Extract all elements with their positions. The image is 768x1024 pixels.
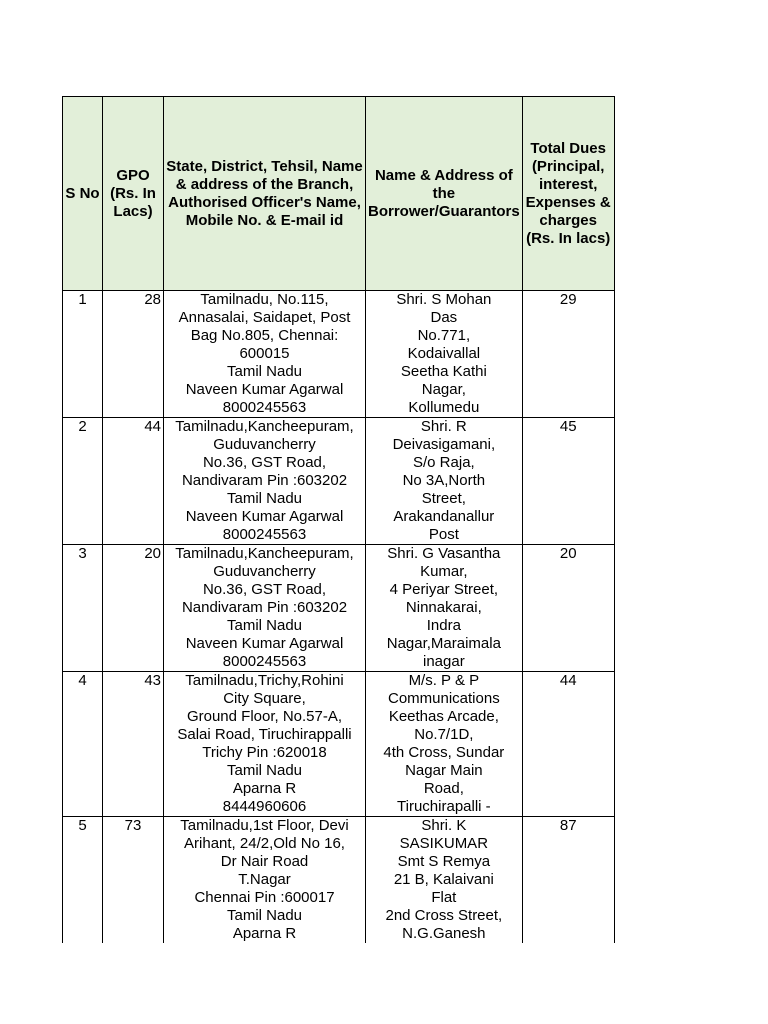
table-row xyxy=(63,672,615,817)
sno-value: 2 xyxy=(78,418,87,435)
branch-value: Tamilnadu,Kancheepuram, Guduvancherry No.36, GST Road, Nandivaram Pin :603202 Tamil Nadu Naveen Kumar Agarwal 8000245563 xyxy=(175,545,354,670)
cell-branch xyxy=(164,817,366,944)
cell-borrower xyxy=(366,545,523,672)
gpo-value: 28 xyxy=(144,291,161,308)
sno-value: 5 xyxy=(78,817,87,834)
borrower-value: Shri. K SASIKUMAR Smt S Remya 21 B, Kalaivani Flat 2nd Cross Street, N.G.Ganesh xyxy=(385,817,503,942)
cell-dues xyxy=(522,672,614,817)
cell-branch xyxy=(164,418,366,545)
cell-sno xyxy=(63,418,103,545)
table-row xyxy=(63,291,615,418)
cell-sno xyxy=(63,817,103,944)
cell-branch xyxy=(164,291,366,418)
cell-gpo xyxy=(103,817,164,944)
sno-value: 4 xyxy=(78,672,87,689)
cell-sno xyxy=(63,291,103,418)
borrower-value: Shri. R Deivasigamani, S/o Raja, No 3A,North Street, Arakandanallur Post xyxy=(392,418,496,543)
cell-gpo xyxy=(103,418,164,545)
cell-branch xyxy=(164,672,366,817)
branch-value: Tamilnadu,Kancheepuram, Guduvancherry No.36, GST Road, Nandivaram Pin :603202 Tamil Nadu Naveen Kumar Agarwal 8000245563 xyxy=(175,418,354,543)
sno-value: 1 xyxy=(78,291,87,308)
gpo-value: 73 xyxy=(124,817,142,834)
header-total-dues: Total Dues (Principal, interest, Expenses & charges (Rs. In lacs) xyxy=(522,97,614,291)
branch-value: Tamilnadu, No.115, Annasalai, Saidapet, Post Bag No.805, Chennai: 600015 Tamil Nadu Naveen Kumar Agarwal 8000245563 xyxy=(178,291,351,416)
table-row xyxy=(63,418,615,545)
cell-gpo xyxy=(103,672,164,817)
dues-value: 87 xyxy=(559,817,577,834)
cell-dues xyxy=(522,418,614,545)
cell-borrower xyxy=(366,291,523,418)
gpo-value: 20 xyxy=(144,545,161,562)
dues-value: 29 xyxy=(559,291,577,308)
table-row xyxy=(63,545,615,672)
header-sno: S No xyxy=(63,97,103,291)
borrower-table xyxy=(62,96,615,943)
branch-value: Tamilnadu,1st Floor, Devi Arihant, 24/2,Old No 16, Dr Nair Road T.Nagar Chennai Pin :600017 Tamil Nadu Aparna R xyxy=(180,817,349,942)
cell-dues xyxy=(522,291,614,418)
dues-value: 20 xyxy=(559,545,577,562)
cell-dues xyxy=(522,817,614,944)
cell-borrower xyxy=(366,672,523,817)
gpo-value: 44 xyxy=(144,418,161,435)
cell-sno xyxy=(63,545,103,672)
header-row xyxy=(63,97,615,291)
dues-value: 45 xyxy=(559,418,577,435)
header-borrower: Name & Address of the Borrower/Guarantors xyxy=(366,97,523,291)
sno-value: 3 xyxy=(78,545,87,562)
cell-sno xyxy=(63,672,103,817)
borrower-value: M/s. P & P Communications Keethas Arcade, No.7/1D, 4th Cross, Sundar Nagar Main Road, Tiruchirapalli - xyxy=(383,672,505,815)
cell-dues xyxy=(522,545,614,672)
header-gpo: GPO (Rs. In Lacs) xyxy=(103,97,164,291)
borrower-value: Shri. S Mohan Das No.771, Kodaivallal Seetha Kathi Nagar, Kollumedu xyxy=(396,291,492,416)
dues-value: 44 xyxy=(559,672,577,689)
cell-borrower xyxy=(366,817,523,944)
branch-value: Tamilnadu,Trichy,Rohini City Square, Ground Floor, No.57-A, Salai Road, Tiruchirappalli Trichy Pin :620018 Tamil Nadu Aparna R 8444960606 xyxy=(177,672,352,815)
cell-gpo xyxy=(103,291,164,418)
gpo-value: 43 xyxy=(144,672,161,689)
cell-branch xyxy=(164,545,366,672)
header-branch: State, District, Tehsil, Name & address of the Branch, Authorised Officer's Name, Mobile No. & E-mail id xyxy=(164,97,366,291)
cell-borrower xyxy=(366,418,523,545)
borrower-value: Shri. G Vasantha Kumar, 4 Periyar Street, Ninnakarai, Indra Nagar,Maraimala inagar xyxy=(386,545,501,670)
cell-gpo xyxy=(103,545,164,672)
table-row xyxy=(63,817,615,944)
